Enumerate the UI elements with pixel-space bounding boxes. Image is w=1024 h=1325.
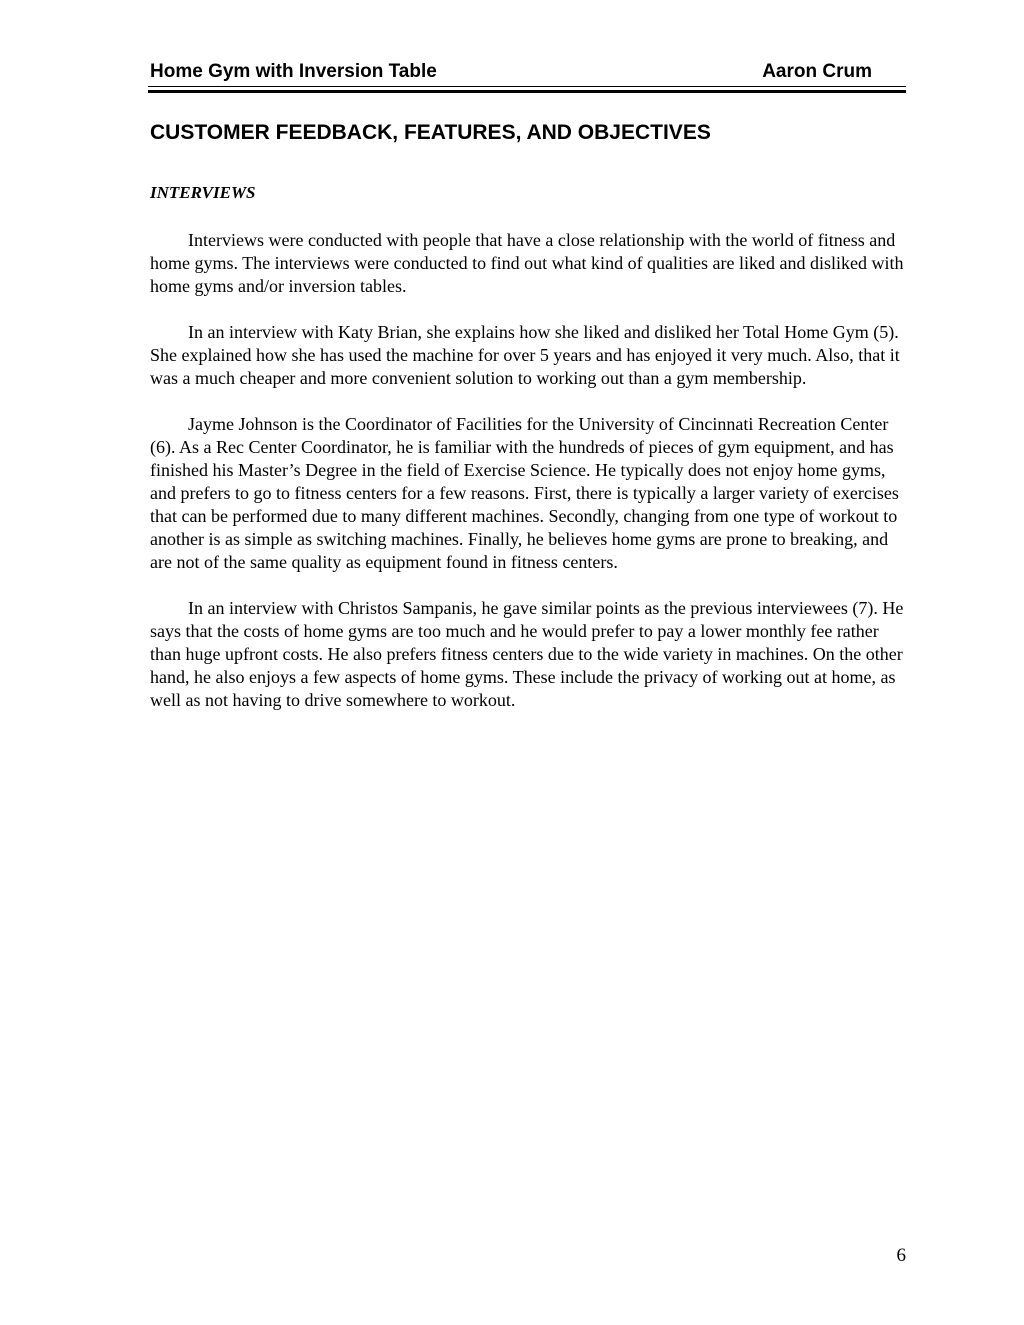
header-rule-thick (148, 90, 906, 93)
paragraph-jayme-johnson: Jayme Johnson is the Coordinator of Facilities for the University of Cincinnati Recreation Center (6). As a Rec Center Coordinator, he is familiar with the hundreds of pieces of gym equipment, and has finished his Master’s Degree in the field of Exercise Science. He typically does not enjoy home gyms, and prefers to go to fitness centers for a few reasons. First, there is typically a larger variety of exercises that can be performed due to many different machines. Secondly, changing from one type of workout to another is as simple as switching machines. Finally, he believes home gyms are prone to breaking, and are not of the same quality as equipment found in fitness centers. (150, 414, 899, 572)
page-number: 6 (896, 1245, 906, 1266)
header-rule-thin (148, 86, 906, 87)
page-header (150, 61, 906, 85)
paragraph-christos-sampanis: In an interview with Christos Sampanis, he gave similar points as the previous interviewees (7). He says that the costs of home gyms are too much and he would prefer to pay a lower monthly fee rather than huge upfront costs. He also prefers fitness centers due to the wide variety in machines. On the other hand, he also enjoys a few aspects of home gyms. These include the privacy of working out at home, as well as not having to drive somewhere to workout. (150, 598, 904, 710)
paragraph-katy-brian: In an interview with Katy Brian, she explains how she liked and disliked her Total Home Gym (5). She explained how she has used the machine for over 5 years and has enjoyed it very much. Also, that it was a much cheaper and more convenient solution to working out than a gym membership. (150, 322, 900, 388)
paragraph-interviews-intro: Interviews were conducted with people that have a close relationship with the world of fitness and home gyms. The interviews were conducted to find out what kind of qualities are liked and disliked with home gyms and/or inversion tables. (150, 230, 904, 296)
header-document-title: Home Gym with Inversion Table (150, 61, 437, 82)
body-text (150, 229, 910, 735)
section-title: CUSTOMER FEEDBACK, FEATURES, AND OBJECTIVES (150, 121, 711, 144)
header-author: Aaron Crum (762, 61, 872, 82)
subsection-heading: INTERVIEWS (150, 183, 256, 202)
